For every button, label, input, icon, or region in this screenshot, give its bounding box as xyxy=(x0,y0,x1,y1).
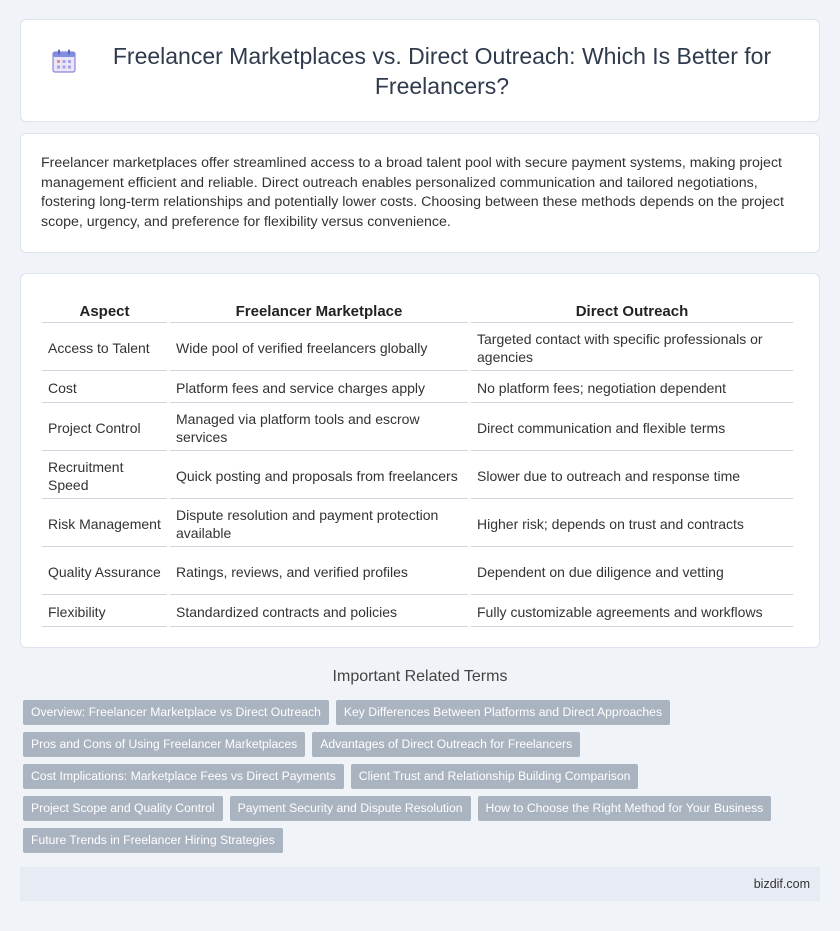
table-cell: Slower due to outreach and response time xyxy=(471,453,793,499)
table-row xyxy=(42,373,793,403)
table-row xyxy=(42,549,793,595)
column-header-aspect: Aspect xyxy=(42,296,167,323)
table-cell: Higher risk; depends on trust and contracts xyxy=(471,501,793,547)
related-term-tag[interactable]: Overview: Freelancer Marketplace vs Direct Outreach xyxy=(23,700,329,725)
calendar-icon xyxy=(51,48,77,74)
table-cell: Risk Management xyxy=(42,501,167,547)
table-cell: Managed via platform tools and escrow services xyxy=(170,405,468,451)
related-term-tag[interactable]: Payment Security and Dispute Resolution xyxy=(230,796,471,821)
column-header-marketplace: Freelancer Marketplace xyxy=(170,296,468,323)
footer-site-link[interactable]: bizdif.com xyxy=(753,877,810,891)
table-cell: Platform fees and service charges apply xyxy=(170,373,468,403)
comparison-table xyxy=(39,294,796,629)
table-cell: Flexibility xyxy=(42,597,167,627)
table-cell: Cost xyxy=(42,373,167,403)
table-cell: No platform fees; negotiation dependent xyxy=(471,373,793,403)
table-row xyxy=(42,597,793,627)
related-terms-list xyxy=(23,700,813,860)
related-term-tag[interactable]: Future Trends in Freelancer Hiring Strategies xyxy=(23,828,283,853)
related-terms-title: Important Related Terms xyxy=(332,668,508,685)
table-cell: Targeted contact with specific professionals or agencies xyxy=(471,325,793,371)
intro-card xyxy=(20,133,820,253)
title-card xyxy=(20,19,820,122)
table-cell: Fully customizable agreements and workflows xyxy=(471,597,793,627)
table-header-row xyxy=(42,296,793,323)
related-term-tag[interactable]: Advantages of Direct Outreach for Freelancers xyxy=(312,732,580,757)
table-row xyxy=(42,325,793,371)
table-row xyxy=(42,501,793,547)
title-wrap xyxy=(51,41,789,101)
table-cell: Dispute resolution and payment protection available xyxy=(170,501,468,547)
intro-paragraph: Freelancer marketplaces offer streamlined access to a broad talent pool with secure payment systems, making project management efficient and reliable. Direct outreach enables personalized communication and tailored negotiations, fostering long-term relationships and potentially lower costs. Choosing between these methods depends on the project scope, urgency, and preference for flexibility versus convenience. xyxy=(41,155,784,230)
table-row xyxy=(42,453,793,499)
page-title: Freelancer Marketplaces vs. Direct Outreach: Which Is Better for Freelancers? xyxy=(112,42,772,99)
table-cell: Wide pool of verified freelancers globally xyxy=(170,325,468,371)
table-cell: Project Control xyxy=(42,405,167,451)
related-term-tag[interactable]: Pros and Cons of Using Freelancer Marketplaces xyxy=(23,732,305,757)
table-cell: Standardized contracts and policies xyxy=(170,597,468,627)
related-term-tag[interactable]: Key Differences Between Platforms and Direct Approaches xyxy=(336,700,670,725)
table-cell: Ratings, reviews, and verified profiles xyxy=(170,549,468,595)
table-cell: Recruitment Speed xyxy=(42,453,167,499)
footer xyxy=(20,867,820,901)
column-header-direct-outreach: Direct Outreach xyxy=(471,296,793,323)
table-row xyxy=(42,405,793,451)
related-term-tag[interactable]: Cost Implications: Marketplace Fees vs Direct Payments xyxy=(23,764,344,789)
table-cell: Quick posting and proposals from freelancers xyxy=(170,453,468,499)
related-term-tag[interactable]: Project Scope and Quality Control xyxy=(23,796,223,821)
table-cell: Access to Talent xyxy=(42,325,167,371)
table-cell: Quality Assurance xyxy=(42,549,167,595)
table-cell: Dependent on due diligence and vetting xyxy=(471,549,793,595)
comparison-card xyxy=(20,273,820,648)
related-term-tag[interactable]: How to Choose the Right Method for Your Business xyxy=(478,796,772,821)
table-cell: Direct communication and flexible terms xyxy=(471,405,793,451)
related-term-tag[interactable]: Client Trust and Relationship Building Comparison xyxy=(351,764,639,789)
